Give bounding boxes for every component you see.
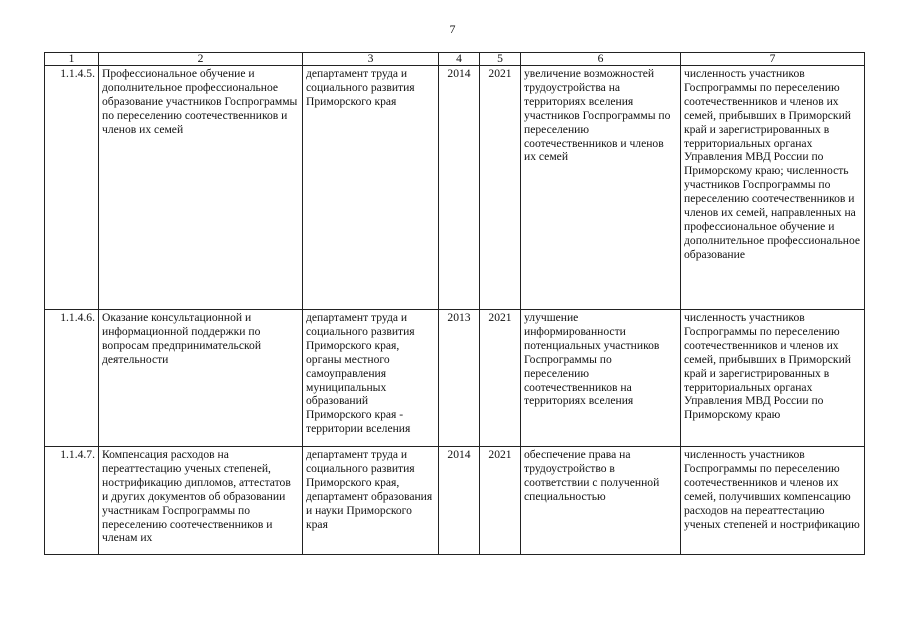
executor: департамент труда и социального развития Приморского края, департамент образования и науки Приморского края <box>303 447 439 555</box>
expected-result: улучшение информированности потенциальных участников Госпрограммы по переселению соотечественников на территориях вселения <box>521 310 681 447</box>
start-year: 2013 <box>439 310 480 447</box>
column-header: 3 <box>303 53 439 66</box>
column-header: 6 <box>521 53 681 66</box>
executor: департамент труда и социального развития Приморского края, органы местного самоуправления муниципальных образований Приморского края - территории вселения <box>303 310 439 447</box>
executor: департамент труда и социального развития Приморского края <box>303 66 439 310</box>
measure-title: Профессиональное обучение и дополнительное профессиональное образование участников Госпрограммы по переселению соотечественников и членов их семей <box>99 66 303 310</box>
measure-title: Компенсация расходов на переаттестацию ученых степеней, нострификацию дипломов, аттестатов и других документов об образовании участникам Госпрограммы по переселению соотечественников и членам их <box>99 447 303 555</box>
item-number: 1.1.4.6. <box>45 310 99 447</box>
column-number-row <box>45 53 865 66</box>
end-year: 2021 <box>480 66 521 310</box>
item-number: 1.1.4.7. <box>45 447 99 555</box>
column-header: 2 <box>99 53 303 66</box>
item-number: 1.1.4.5. <box>45 66 99 310</box>
expected-result: увеличение возможностей трудоустройства на территориях вселения участников Госпрограммы по переселению соотечественников и членов их семей <box>521 66 681 310</box>
page-number: 7 <box>449 22 456 36</box>
table-row <box>45 310 865 447</box>
table-row <box>45 447 865 555</box>
column-header: 1 <box>45 53 99 66</box>
column-header: 4 <box>439 53 480 66</box>
end-year: 2021 <box>480 447 521 555</box>
start-year: 2014 <box>439 447 480 555</box>
indicator: численность участников Госпрограммы по переселению соотечественников и членов их семей, получивших компенсацию расходов на переаттестацию ученых степеней и нострификацию <box>681 447 865 555</box>
end-year: 2021 <box>480 310 521 447</box>
expected-result: обеспечение права на трудоустройство в соответствии с полученной специальностью <box>521 447 681 555</box>
indicator: численность участников Госпрограммы по переселению соотечественников и членов их семей, прибывших в Приморский край и зарегистрированных в территориальных органах Управления МВД России по Приморскому краю; численность участников Госпрограммы по переселению соотечественников и членов их семей, направленных на профессиональное обучение и дополнительное профессиональное образование <box>681 66 865 310</box>
table-row <box>45 66 865 310</box>
indicator: численность участников Госпрограммы по переселению соотечественников и членов их семей, прибывших в Приморский край и зарегистрированных в территориальных органах Управления МВД России по Приморскому краю <box>681 310 865 447</box>
column-header: 7 <box>681 53 865 66</box>
measure-title: Оказание консультационной и информационной поддержки по вопросам предпринимательской деятельности <box>99 310 303 447</box>
start-year: 2014 <box>439 66 480 310</box>
column-header: 5 <box>480 53 521 66</box>
program-measures-table <box>44 52 865 555</box>
